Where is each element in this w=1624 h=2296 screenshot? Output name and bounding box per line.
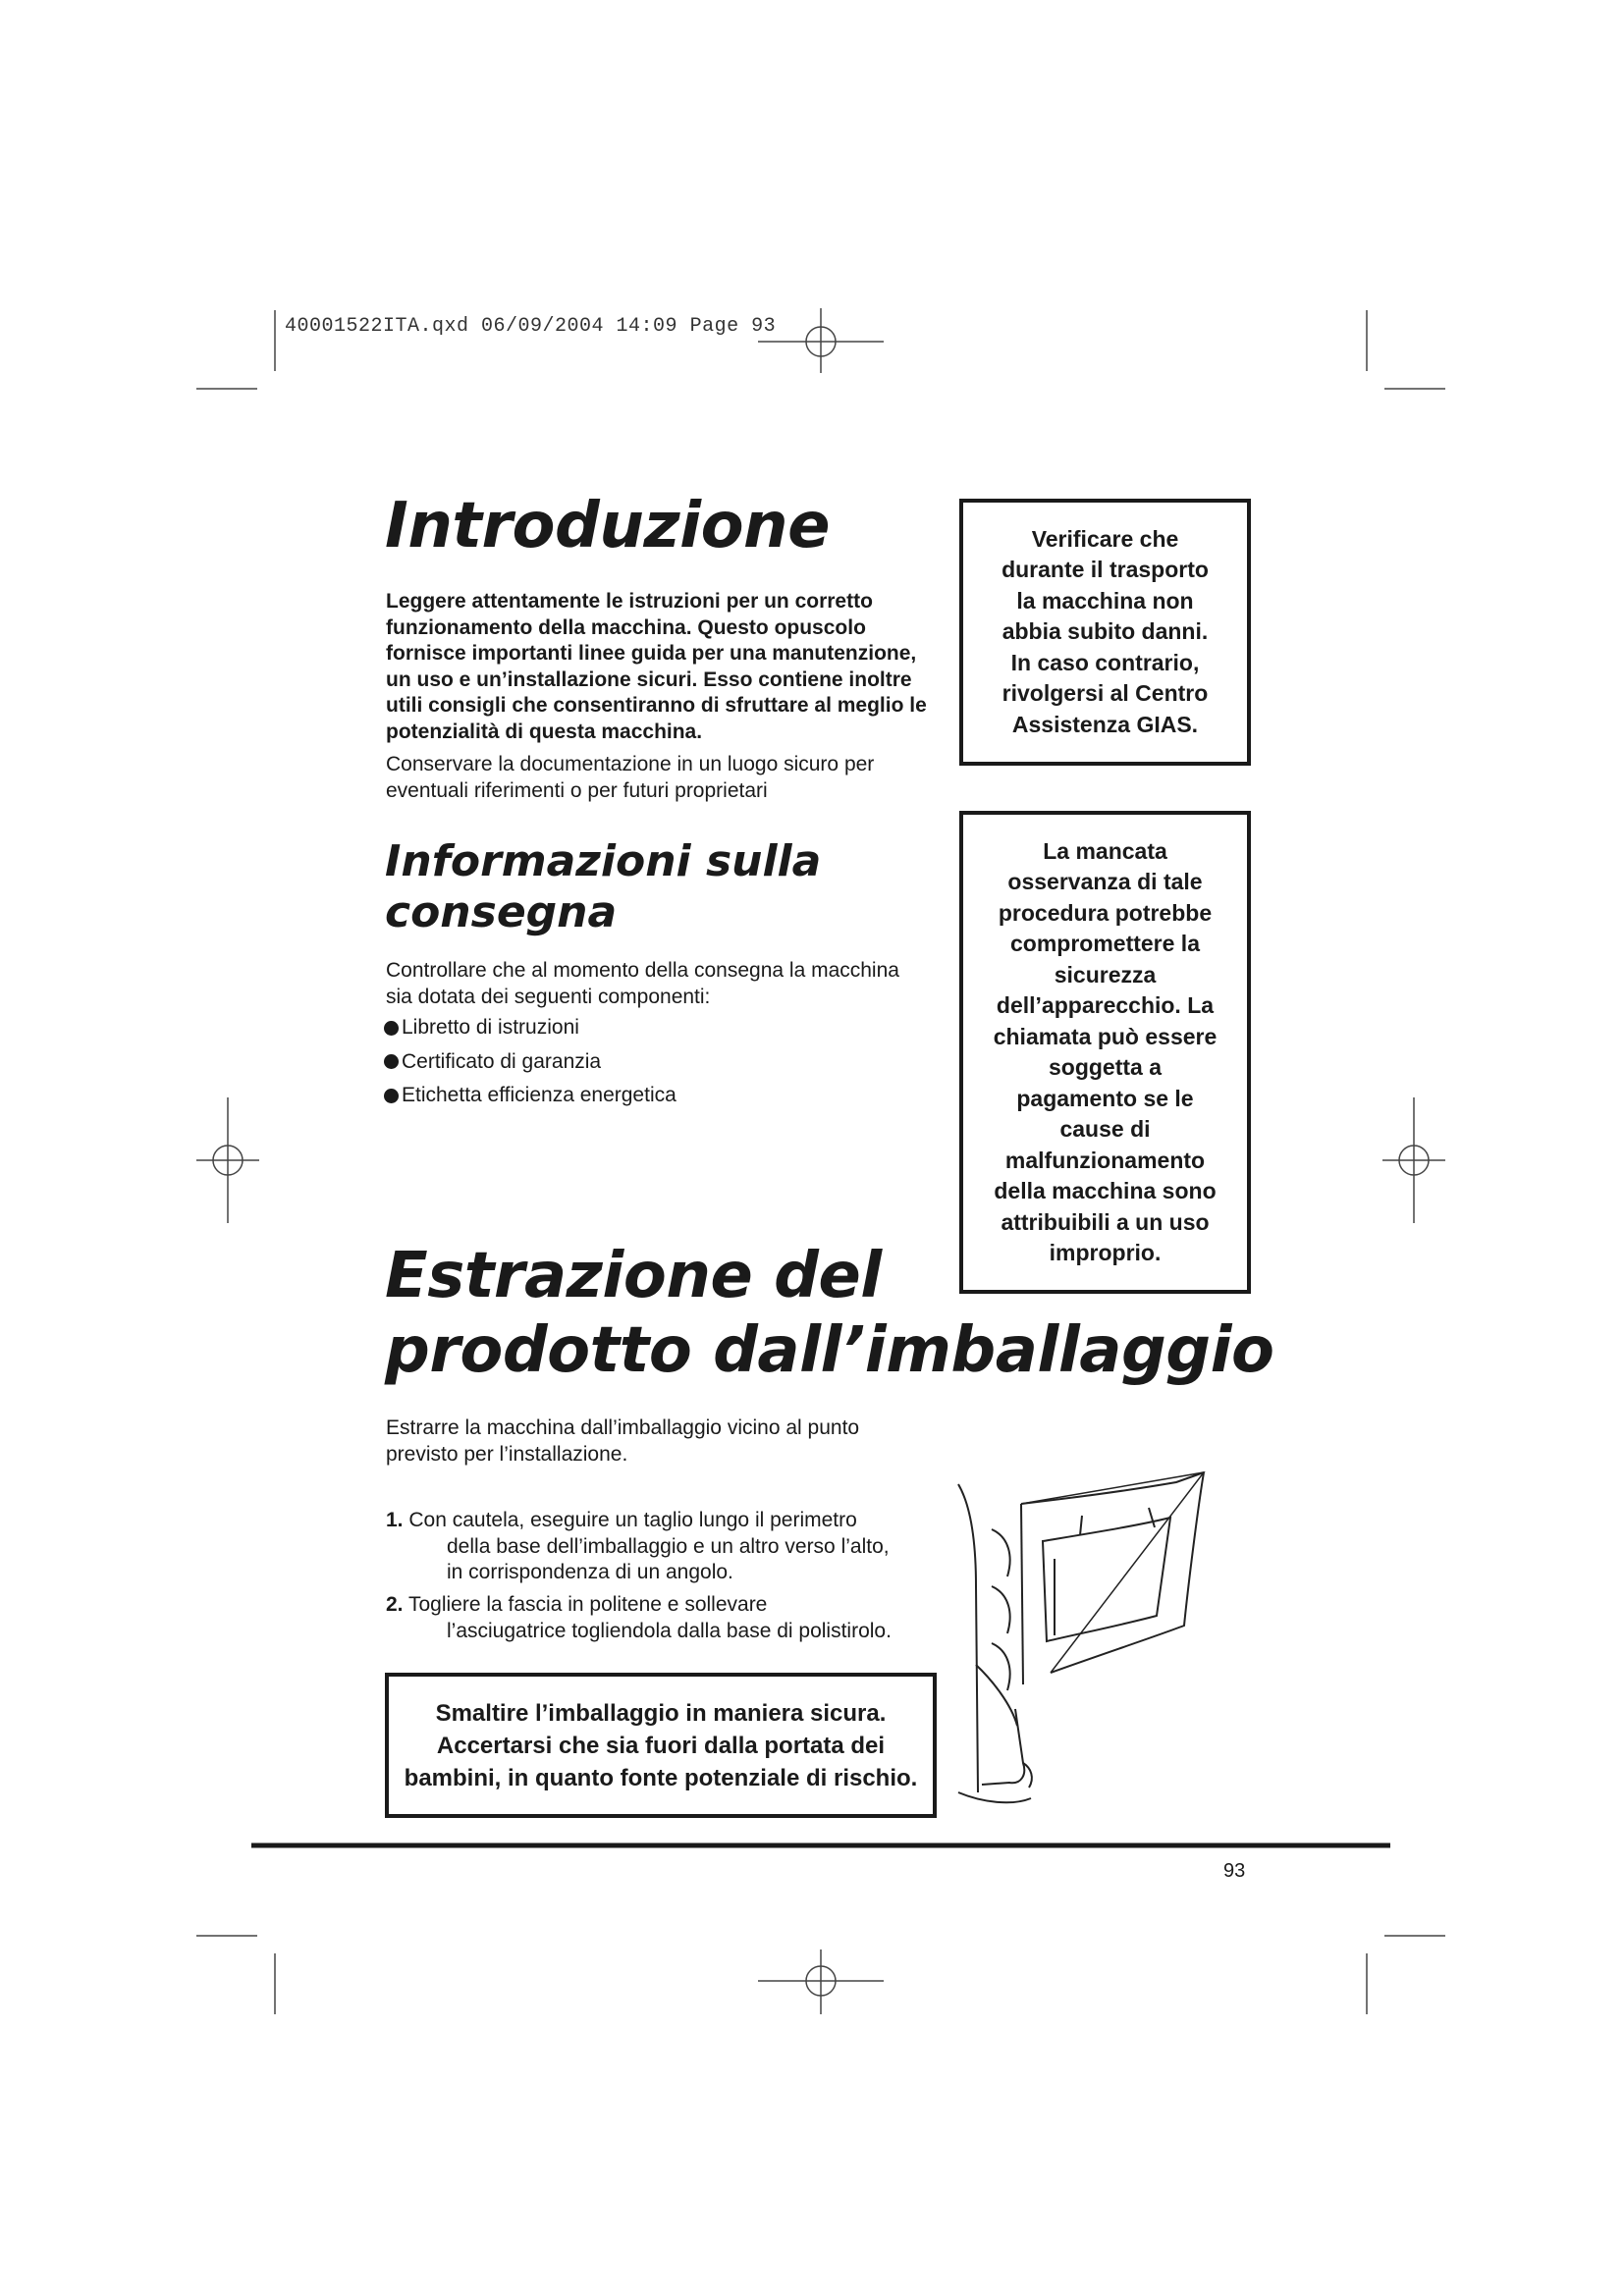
bullet-icon [384,1054,399,1069]
file-slug: 40001522ITA.qxd 06/09/2004 14:09 Page 93 [285,315,777,338]
page-number: 93 [1223,1860,1246,1882]
bullet-icon [384,1021,399,1036]
list-item: Etichetta efficienza energetica [384,1083,677,1109]
registration-mark-left [196,1097,259,1223]
registration-mark-top [758,308,884,373]
unpacking-heading: Estrazione del prodotto dall’imballaggio [385,1240,1274,1387]
list-item: Libretto di istruzioni [384,1015,677,1041]
unpacking-paragraph: Estrarre la macchina dall’imballaggio vicino al punto previsto per l’installazione. [386,1416,860,1466]
intro-heading: Introduzione [385,490,830,562]
intro-bold-paragraph: Leggere attentamente le istruzioni per un corretto funzionamento della macchina. Questo opuscolo fornisce importanti linee guida per una manutenzione, un uso e un’installazione sicuri. Esso contiene inoltre utili consigli che consentiranno di sfruttare al meglio le potenzialità di questa macchina. [386,590,927,743]
unpacking-step-1: 1. Con cautela, eseguire un taglio lungo il perimetro della base dell’imballaggio e un altro verso l’alto, in corrispondenza di un angolo. [386,1509,890,1583]
delivery-heading: Informazioni sulla consegna [385,836,822,937]
registration-mark-bottom [758,1949,884,2014]
delivery-list [384,1015,677,1117]
delivery-paragraph: Controllare che al momento della consegna la macchina sia dotata dei seguenti componenti: [386,959,899,1008]
registration-mark-right [1382,1097,1445,1223]
bullet-icon [384,1089,399,1103]
transport-notice-box: Verificare che durante il trasporto la macchina non abbia subito danni. In caso contrario, rivolgersi al Centro Assistenza GIAS. [959,499,1251,766]
unpacking-illustration [952,1468,1237,1822]
intro-paragraph: Conservare la documentazione in un luogo sicuro per eventuali riferimenti o per futuri proprietari [386,753,875,802]
disposal-notice-box: Smaltire l’imballaggio in maniera sicura. Accertarsi che sia fuori dalla portata dei bambini, in quanto fonte potenziale di rischio. [385,1673,937,1818]
list-item: Certificato di garanzia [384,1049,677,1076]
procedure-notice-box: La mancata osservanza di tale procedura potrebbe compromettere la sicurezza dell’apparecchio. La chiamata può essere soggetta a pagamento se le cause di malfunzionamento della macchina sono attribuibili a un uso improprio. [959,811,1251,1294]
unpacking-step-2: 2. Togliere la fascia in politene e sollevare l’asciugatrice togliendola dalla base di polistirolo. [386,1593,892,1642]
